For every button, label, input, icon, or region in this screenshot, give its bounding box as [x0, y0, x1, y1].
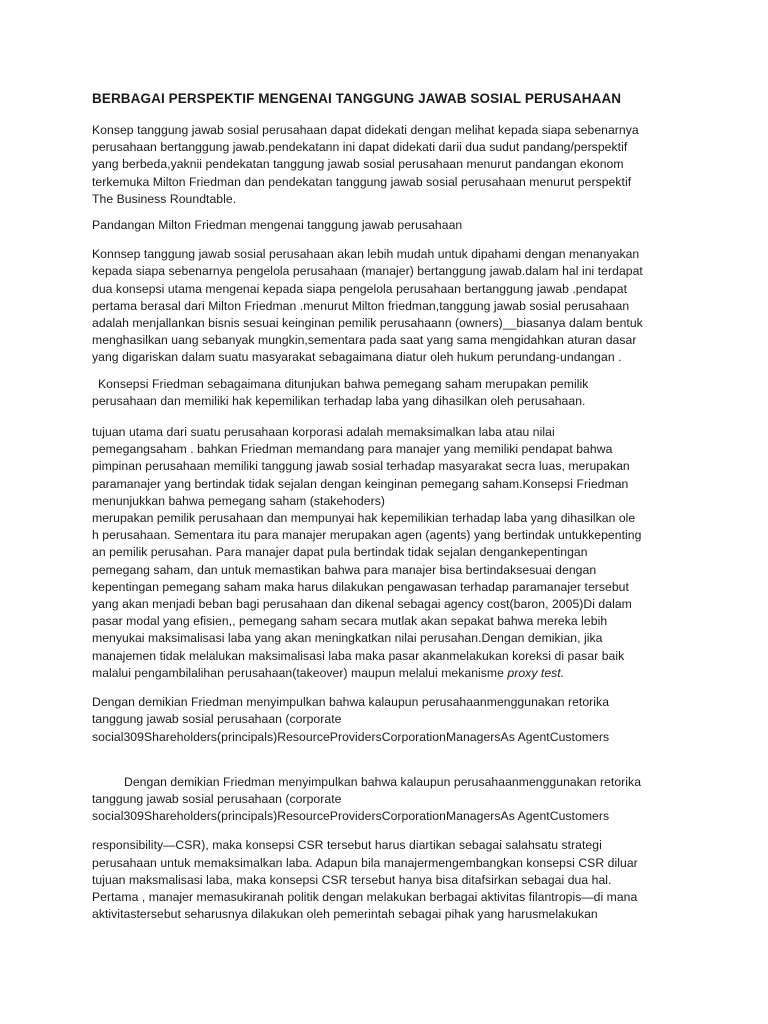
document-page — [92, 90, 678, 932]
paragraph-intro — [92, 122, 678, 208]
paragraph-friedman — [92, 246, 678, 366]
text-line: The Business Roundtable. — [92, 191, 237, 206]
text-line: adalah menjallankan bisnis sesuai keinginan pemilik perusahaann (owners)__biasanya dalam bentuk — [92, 316, 643, 331]
text-line: Pertama , manajer memasukiranah politik dengan melakukan berbagai aktivitas filantropis—di mana — [92, 889, 638, 904]
text-line: pemegang saham, dan untuk memastikan bahwa para manajer bisa bertindaksesuai dengan — [92, 562, 597, 577]
text-line: tanggung jawab sosial perusahaan (corporate — [92, 712, 342, 727]
text-line: tujuan utama dari suatu perusahaan korporasi adalah memaksimalkan laba atau nilai — [92, 425, 555, 440]
text-line: pimpinan perusahaan memiliki tanggung jawab sosial terhadap masyarakat secra luas, merupakan — [92, 459, 630, 474]
paragraph-kesimpulan — [92, 694, 678, 746]
text-line: Dengan demikian Friedman menyimpulkan bahwa kalaupun perusahaanmenggunakan retorika — [92, 695, 610, 710]
text-line: dua konsepsi utama mengenai kepada siapa pengelola perusahaan bertanggung jawab .pendapat — [92, 281, 628, 296]
text-line: Konsep tanggung jawab sosial perusahaan dapat didekati dengan melihat kepada siapa sebenarnya — [92, 123, 639, 137]
text-line: Konnsep tanggung jawab sosial perusahaan akan lebih mudah untuk dipahami dengan menanyakan — [92, 247, 640, 262]
text-line: social309Shareholders(principals)ResourceProvidersCorporationManagersAs AgentCustomers — [92, 729, 610, 744]
text-segment: malalui pengambilalihan perusahaan(takeover) maupun melalui mekanisme — [92, 665, 508, 680]
section-heading: Pandangan Milton Friedman mengenai tanggung jawab perusahaan — [92, 218, 463, 233]
text-line: manajemen tidak melalukan maksimalisasi laba maka pasar akanmelakukan koreksi di pasar baik — [92, 648, 625, 663]
text-line: menunjukkan bahwa pemegang saham (stakehoders) — [92, 493, 385, 508]
text-line: merupakan pemilik perusahaan dan mempunyai hak kepemilikian terhadap laba yang dihasilkan ole — [92, 511, 636, 526]
text-line: an pemilik perusahan. Para manajer dapat pula bertindak tidak sejalan dengankepentingan — [92, 545, 588, 560]
document-title: BERBAGAI PERSPEKTIF MENGENAI TANGGUNG JAWAB SOSIAL PERUSAHAAN — [92, 91, 622, 106]
text-line: paramanajer yang bertindak tidak sejalan dengan keinginan pemegang saham.Konsepsi Friedman — [92, 476, 629, 491]
text-line: pasar modal yang efisien,, pemegang saham secara mutlak akan sepakat bahwa mereka lebih — [92, 614, 608, 629]
text-line: tujuan maksmalisasi laba, maka konsepsi CSR tersebut hanya bisa ditafsirkan sebagai dua hal. — [92, 872, 612, 887]
text-line: terkemuka Milton Friedman dan pendekatan tanggung jawab sosial perusahaan menurut perspektif — [92, 174, 632, 189]
paragraph-konsepsi — [92, 376, 678, 410]
text-line: h perusahaan. Sementara itu para manajer merupakan agen (agents) yang bertindak untukkepenting — [92, 528, 642, 543]
text-line: perusahaan bertanggung jawab.pendekatann ini dapat didekati darii dua sudut pandang/perspektif — [92, 140, 628, 155]
paragraph-csr — [92, 837, 678, 923]
text-line: menyukai maksimalisasi laba yang akan meningkatkan nilai perusahan.Dengan demikian, jika — [92, 631, 603, 646]
text-line: perusahaan untuk memaksimalkan laba. Adapun bila manajermengembangkan konsepsi CSR diluar — [92, 855, 638, 870]
text-line: yang akan menjadi beban bagi perusahaan dan dikenal sebagai agency cost(baron, 2005)Di dalam — [92, 597, 632, 612]
text-line: kepada siapa sebenarnya pengelola perusahaan (manajer) bertanggung jawab.dalam hal ini terdapat — [92, 264, 643, 279]
text-line: Konsepsi Friedman sebagaimana ditunjukan bahwa pemegang saham merupakan pemilik — [98, 376, 589, 391]
text-line: pemegangsaham . bahkan Friedman memandang para manajer yang memiliki pendapat bahwa — [92, 442, 613, 457]
text-line: social309Shareholders(principals)ResourceProvidersCorporationManagersAs AgentCustomers — [92, 809, 610, 824]
text-line: tanggung jawab sosial perusahaan (corporate — [92, 791, 342, 806]
text-line: pertama berasal dari Milton Friedman .menurut Milton friedman,tanggung jawab sosial perusahaan — [92, 298, 630, 313]
italic-term: proxy test. — [507, 665, 565, 680]
text-line: yang digariskan dalam suatu masyarakat sebagaimana diatur oleh hukum perundang-undangan . — [92, 350, 622, 365]
text-line: kepentingan pemegang saham maka harus dilakukan pengawasan terhadap paramanajer tersebut — [92, 579, 629, 594]
text-line: menghasilkan uang sebanyak mungkin,sementara pada saat yang sama mengidahkan aturan dasar — [92, 333, 637, 348]
paragraph-kesimpulan-repeat — [92, 774, 678, 826]
paragraph-tujuan — [92, 424, 678, 682]
text-line: yang berbeda,yaknii pendekatan tanggung jawab sosial perusahaan menurut pandangan ekonom — [92, 157, 624, 172]
text-line — [92, 665, 678, 682]
text-line: perusahaan dan memiliki hak kepemilikan terhadap laba yang dihasilkan oleh perusahaan. — [92, 393, 586, 408]
text-line: responsibility—CSR), maka konsepsi CSR tersebut harus diartikan sebagai salahsatu strategi — [92, 838, 602, 853]
text-line: Dengan demikian Friedman menyimpulkan bahwa kalaupun perusahaanmenggunakan retorika — [124, 774, 642, 789]
text-line: aktivitastersebut seharusnya dilakukan oleh pemerintah sebagai pihak yang harusmelakukan — [92, 907, 598, 922]
